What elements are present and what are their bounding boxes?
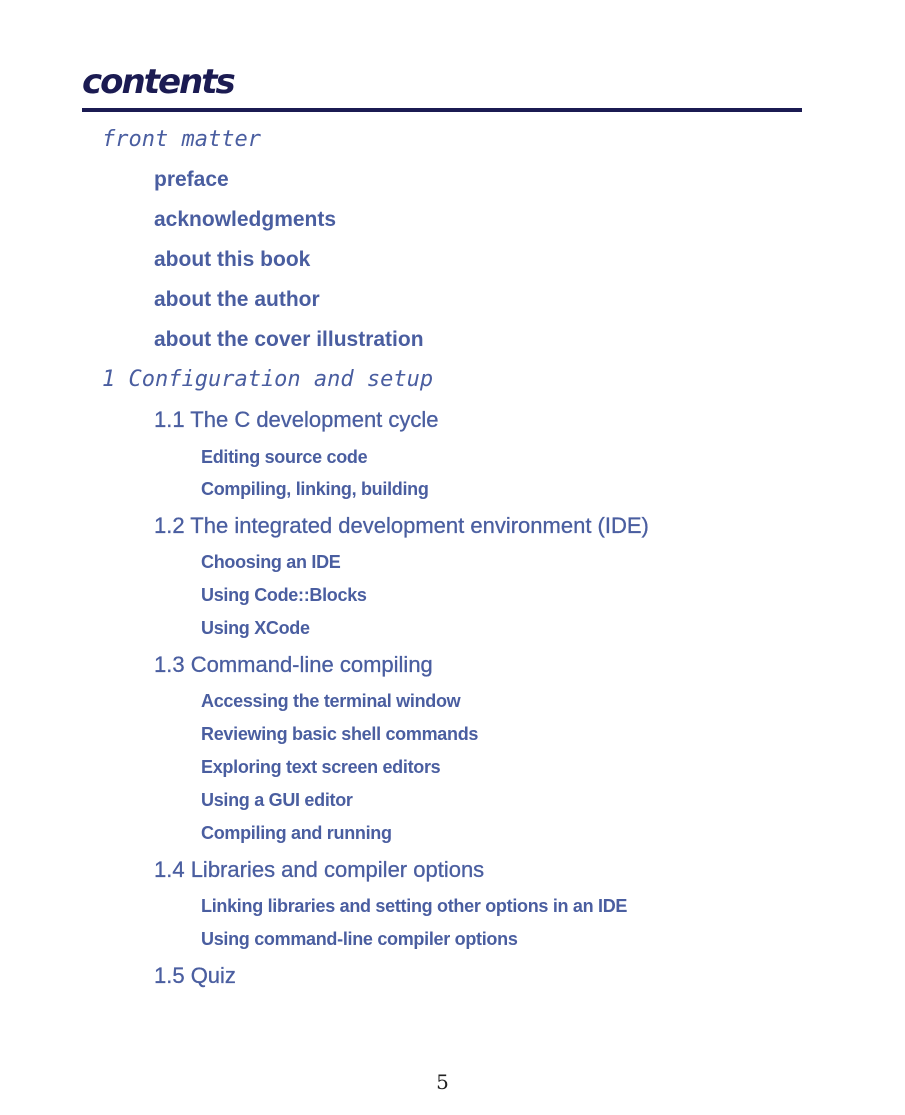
section-1-1[interactable]: 1.1 The C development cycle bbox=[154, 407, 439, 432]
toc-entry-about-cover-illustration[interactable]: about the cover illustration bbox=[154, 328, 424, 351]
toc-entry-acknowledgments[interactable]: acknowledgments bbox=[154, 208, 337, 231]
chapter-1-title[interactable]: 1 Configuration and setup bbox=[102, 367, 434, 392]
toc-entry-preface[interactable]: preface bbox=[154, 168, 229, 191]
subsection-text-screen-editors[interactable]: Exploring text screen editors bbox=[201, 757, 441, 777]
subsection-gui-editor[interactable]: Using a GUI editor bbox=[201, 790, 353, 810]
toc-entry-about-this-book[interactable]: about this book bbox=[154, 248, 311, 271]
section-1-2[interactable]: 1.2 The integrated development environment (IDE) bbox=[154, 513, 649, 538]
toc-entry-about-the-author[interactable]: about the author bbox=[154, 288, 320, 311]
part-front-matter[interactable]: front matter bbox=[102, 127, 261, 152]
subsection-using-xcode[interactable]: Using XCode bbox=[201, 618, 310, 638]
subsection-linking-libraries-ide[interactable]: Linking libraries and setting other options in an IDE bbox=[201, 896, 628, 916]
section-1-3[interactable]: 1.3 Command-line compiling bbox=[154, 652, 433, 677]
page-title: contents bbox=[82, 62, 234, 102]
subsection-reviewing-shell-commands[interactable]: Reviewing basic shell commands bbox=[201, 724, 479, 744]
page-number: 5 bbox=[436, 1070, 449, 1094]
subsection-compiling-and-running[interactable]: Compiling and running bbox=[201, 823, 392, 843]
subsection-accessing-terminal[interactable]: Accessing the terminal window bbox=[201, 691, 461, 711]
section-1-5[interactable]: 1.5 Quiz bbox=[154, 963, 236, 988]
subsection-command-line-options[interactable]: Using command-line compiler options bbox=[201, 929, 518, 949]
subsection-compiling-linking-building[interactable]: Compiling, linking, building bbox=[201, 479, 429, 499]
subsection-editing-source-code[interactable]: Editing source code bbox=[201, 447, 368, 467]
subsection-using-code-blocks[interactable]: Using Code::Blocks bbox=[201, 585, 367, 605]
section-1-4[interactable]: 1.4 Libraries and compiler options bbox=[154, 857, 485, 882]
title-rule bbox=[82, 108, 802, 112]
subsection-choosing-an-ide[interactable]: Choosing an IDE bbox=[201, 552, 341, 572]
